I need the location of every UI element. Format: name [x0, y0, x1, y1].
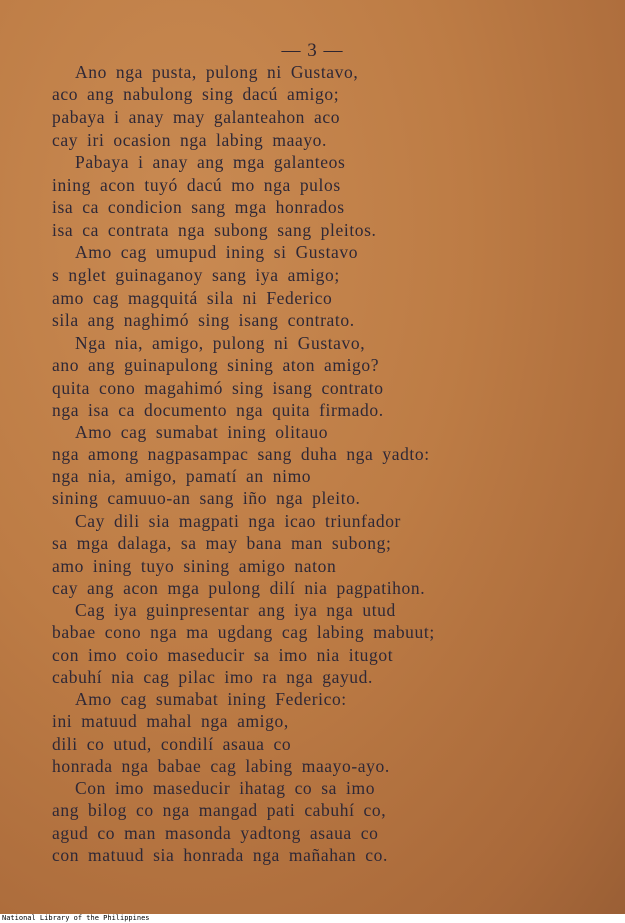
text-line: amo ining tuyo sining amigo naton [52, 556, 337, 576]
text-line: Amo cag sumabat ining olitauo [75, 422, 329, 442]
text-line: honrada nga babae cag labing maayo-ayo. [52, 756, 390, 776]
text-line: cay iri ocasion nga labing maayo. [52, 130, 327, 150]
text-line: sining camuuo-an sang iño nga pleito. [52, 488, 361, 508]
text-line: ang bilog co nga mangad pati cabuhí co, [52, 800, 387, 820]
text-line: Pabaya i anay ang mga galanteos [75, 152, 346, 172]
text-line: nga isa ca documento nga quita firmado. [52, 400, 384, 420]
text-line: isa ca condicion sang mga honrados [52, 197, 345, 217]
text-line: amo cag magquitá sila ni Federico [52, 288, 333, 308]
library-credit: National Library of the Philippines [2, 914, 150, 922]
text-line: cay ang acon mga pulong dilí nia pagpatihon. [52, 578, 426, 598]
text-line: sa mga dalaga, sa may bana man subong; [52, 533, 392, 553]
text-line: Cay dili sia magpati nga icao triunfador [75, 511, 401, 531]
text-line: aco ang nabulong sing dacú amigo; [52, 84, 340, 104]
text-line: nga nia, amigo, pamatí an nimo [52, 466, 312, 486]
text-line: Amo cag sumabat ining Federico: [75, 689, 347, 709]
text-line: nga among nagpasampac sang duha nga yadto: [52, 444, 430, 464]
text-line: Ano nga pusta, pulong ni Gustavo, [75, 62, 359, 82]
text-line: dili co utud, condilí asaua co [52, 734, 292, 754]
text-line: Amo cag umupud ining si Gustavo [75, 242, 359, 262]
text-line: sila ang naghimó sing isang contrato. [52, 310, 355, 330]
text-line: con imo coio maseducir sa imo nia itugot [52, 645, 394, 665]
text-line: pabaya i anay may galanteahon aco [52, 107, 341, 127]
text-line: agud co man masonda yadtong asaua co [52, 823, 379, 843]
text-line: ining acon tuyó dacú mo nga pulos [52, 175, 341, 195]
text-line: cabuhí nia cag pilac imo ra nga gayud. [52, 667, 373, 687]
text-line: babae cono nga ma ugdang cag labing mabuut; [52, 622, 435, 642]
text-line: quita cono magahimó sing isang contrato [52, 378, 384, 398]
text-line: isa ca contrata nga subong sang pleitos. [52, 220, 377, 240]
text-line: Con imo maseducir ihatag co sa imo [75, 778, 376, 798]
text-line: s nglet guinaganoy sang iya amigo; [52, 265, 340, 285]
footer-bar [0, 914, 625, 923]
text-line: con matuud sia honrada nga mañahan co. [52, 845, 388, 865]
text-line: Nga nia, amigo, pulong ni Gustavo, [75, 333, 366, 353]
page-number: — 3 — [281, 40, 344, 61]
text-line: ano ang guinapulong sining aton amigo? [52, 355, 380, 375]
text-line: Cag iya guinpresentar ang iya nga utud [75, 600, 396, 620]
text-line: ini matuud mahal nga amigo, [52, 711, 289, 731]
